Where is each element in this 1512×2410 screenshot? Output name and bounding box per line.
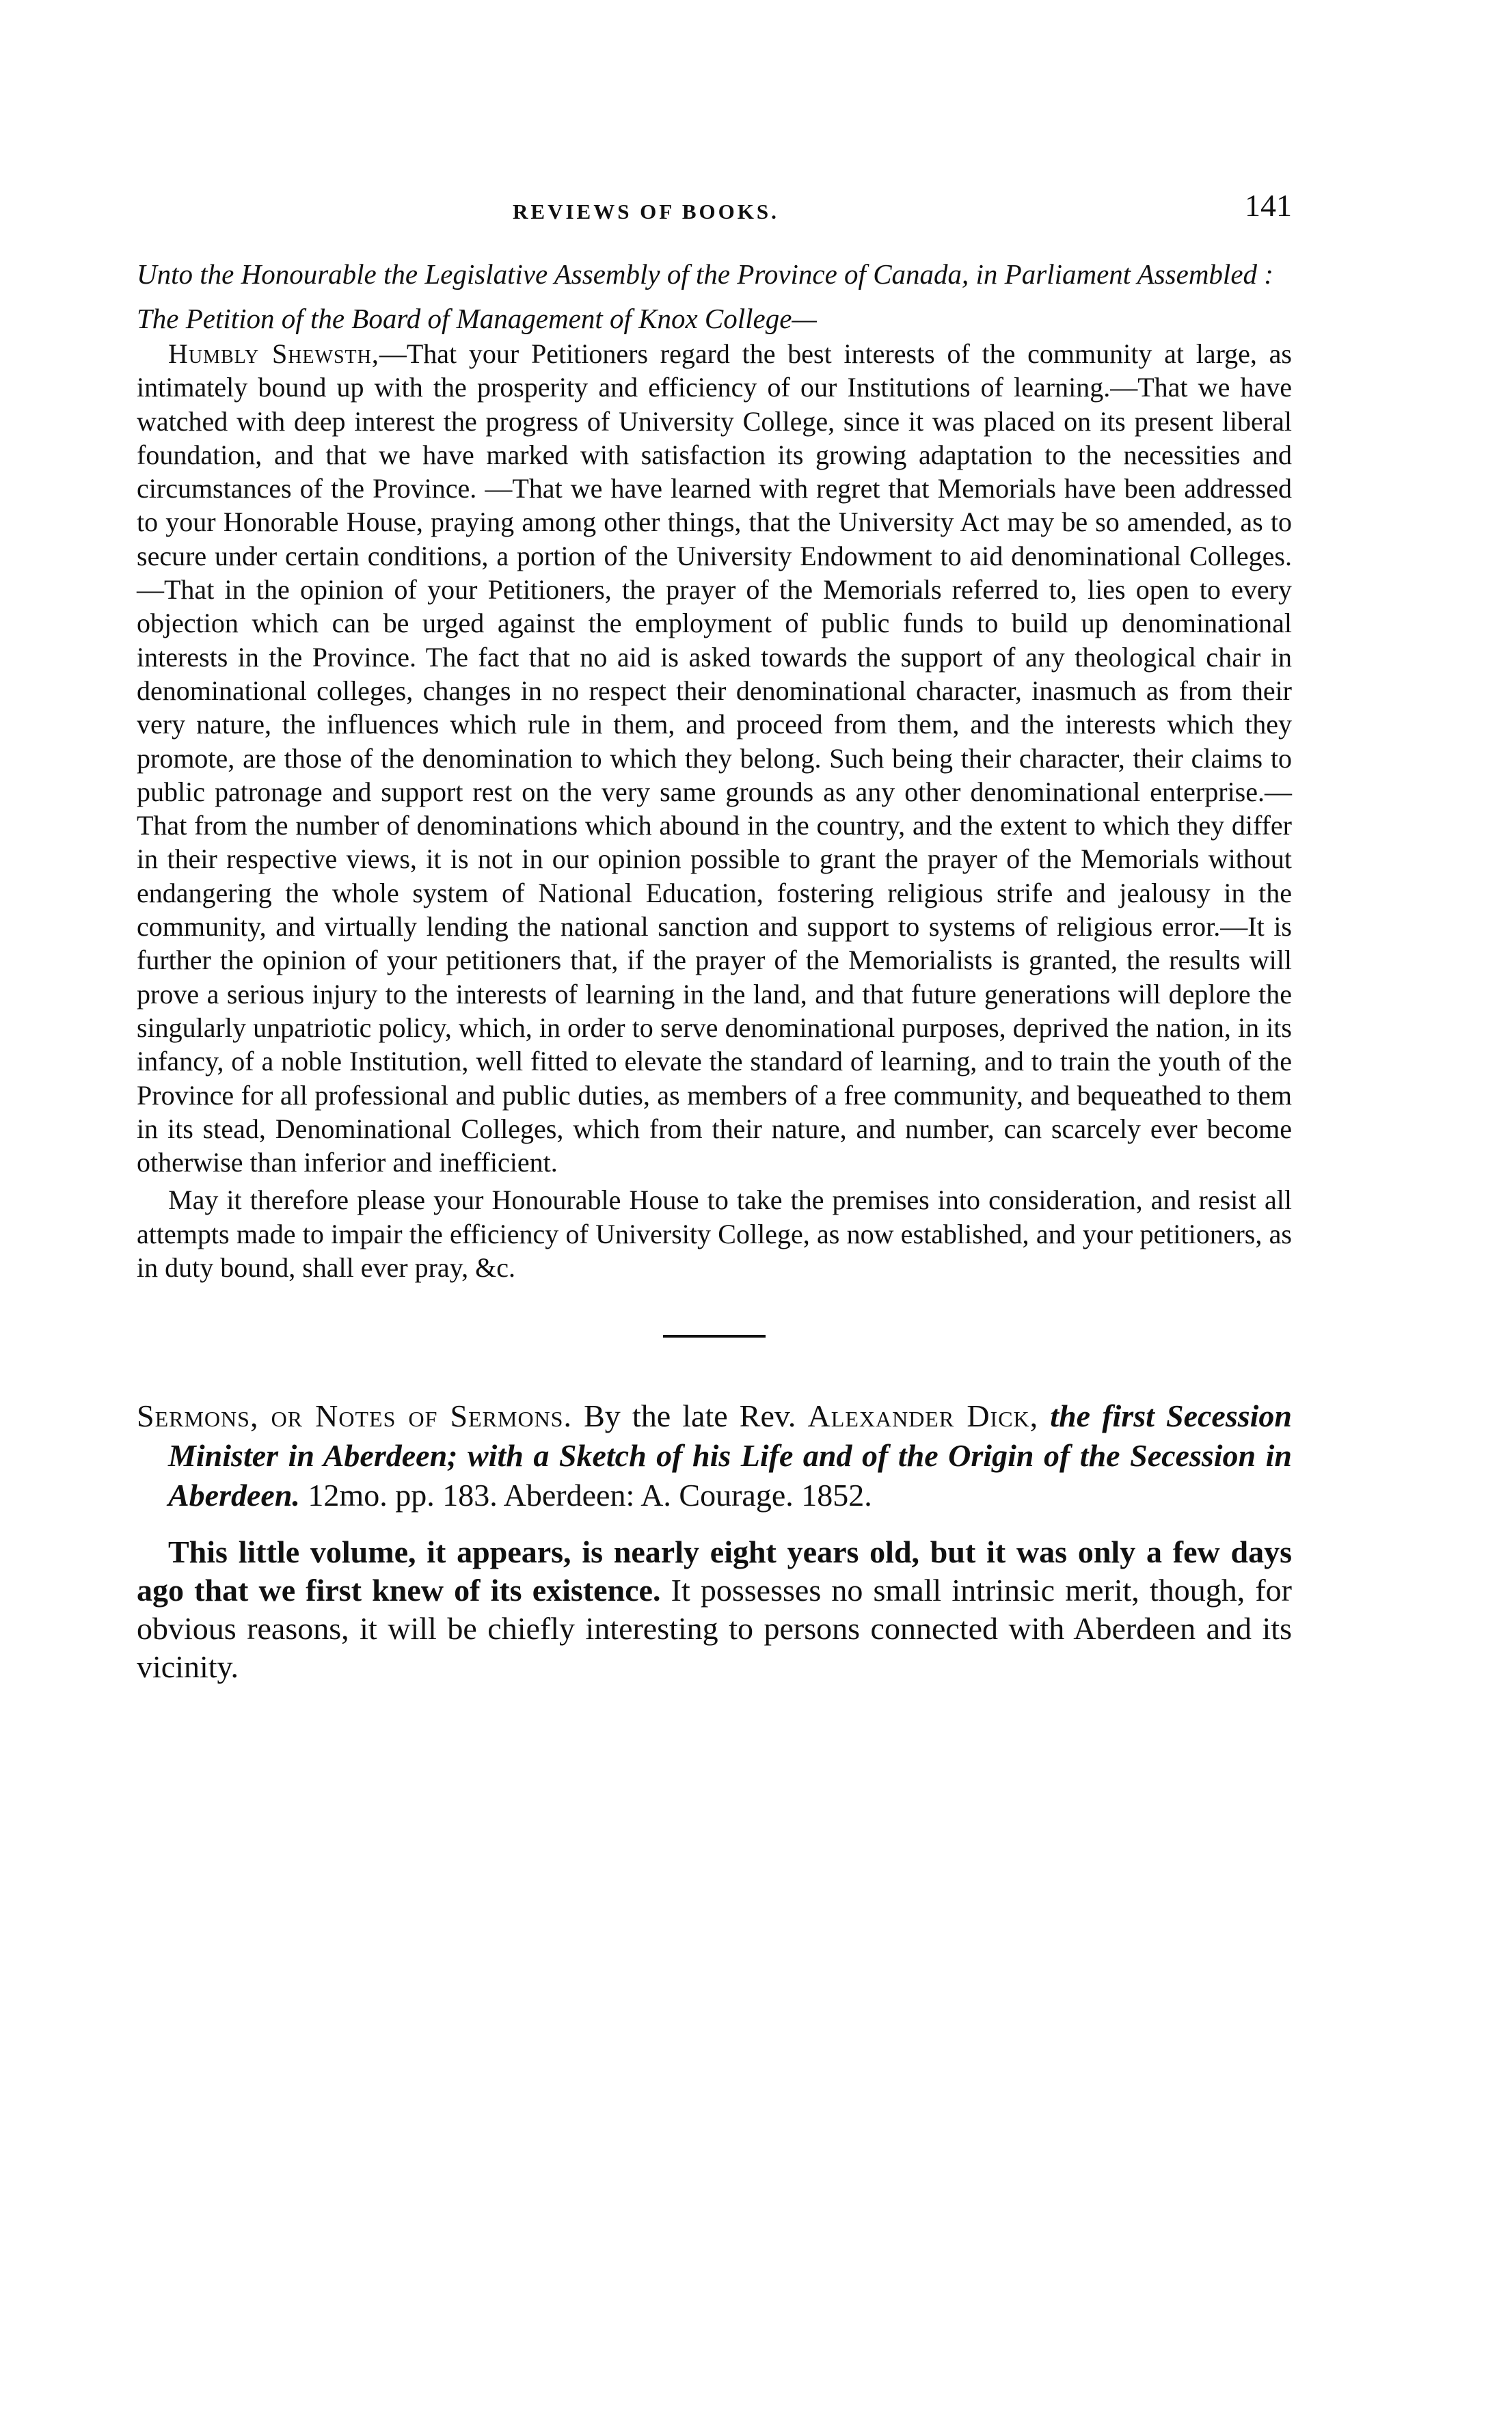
review-body-end: It possesses no small intrinsic merit, though, for obvious reasons, it will be chiefly interesting to persons connected with Aberdeen and its vicinity.: [137, 1573, 1293, 1685]
review-author: Alexander Dick,: [807, 1398, 1039, 1434]
review-subtitle: the first Secession Minister in Aberdeen; with a Sketch of his Life and of the Origin of the Secession in Aberdeen.: [168, 1398, 1293, 1513]
petition-title: The Petition of the Board of Management of Knox College—: [137, 303, 817, 334]
review-body: [137, 1533, 1292, 1686]
review-body-start: This little volume, it appears, is nearly eight years old, but it was only a few days ago that we first knew of its existence.: [137, 1534, 1292, 1608]
review-book-title: Sermons, or Notes of Sermons.: [137, 1398, 572, 1434]
review-by-the-late: By the late Rev.: [584, 1398, 796, 1434]
book-page: [137, 185, 1292, 1718]
page-number: 141: [1245, 188, 1292, 223]
section-divider: [663, 1335, 766, 1338]
petition-opening: Humbly Shewsth,: [168, 338, 379, 369]
petition-address: Unto the Honourable the Legislative Assembly of the Province of Canada, in Parliament Assembled :: [137, 258, 1273, 290]
review-publication: 12mo. pp. 183. Aberdeen: A. Courage. 1852.: [308, 1478, 872, 1513]
running-title: REVIEWS OF BOOKS.: [513, 200, 779, 224]
review-heading: [137, 1396, 1292, 1515]
petition-paragraph-1: [137, 337, 1292, 1179]
petition-paragraph-2: May it therefore please your Honourable House to take the premises into consideration, and resist all attempts made to impair the efficiency of University College, as now established, and your petitioners, as in duty bound, shall ever pray, &c.: [137, 1184, 1292, 1284]
running-head: [137, 185, 1292, 232]
petition-paragraph-1-text: —That your Petitioners regard the best interests of the community at large, as intimately bound up with the prosperity and efficiency of our Institutions of learning.—That we have watched with deep interest the progress of University College, since it was placed on its present liberal foundation, and that we have marked with satisfaction its growing adaptation to the necessities and circumstances of the Province. —That we have learned with regret that Memorials have been addressed to your Honorable House, praying among other things, that the University Act may be so amended, as to secure under certain conditions, a portion of the University Endowment to aid denominational Colleges.—That in the opinion of your Petitioners, the prayer of the Memorials referred to, lies open to every objection which can be urged against the employment of public funds to build up denominational interests in the Province. The fact that no aid is asked towards the support of any theological chair in denominational colleges, changes in no respect their denominational character, inasmuch as from their very nature, the influences which rule in them, and proceed from them, and the interests which they promote, are those of the denomination to which they belong. Such being their character, their claims to public patronage and support rest on the very same grounds as any other denominational enterprise.—That from the number of denominations which abound in the country, and the extent to which they differ in their respective views, it is not in our opinion possible to grant the prayer of the Memorials without endangering the whole system of National Education, fostering religious strife and jealousy in the community, and virtually lending the national sanction and support to systems of religious error.—It is further the opinion of your petitioners that, if the prayer of the Memorialists is granted, the results will prove a serious injury to the interests of learning in the land, and that future generations will deplore the singularly unpatriotic policy, which, in order to serve denominational purposes, deprived the nation, in its infancy, of a noble Institution, well fitted to elevate the standard of learning, and to train the youth of the Province for all professional and public duties, as members of a free community, and bequeathed to them in its stead, Denominational Colleges, which from their nature, and number, can scarcely ever become otherwise than inferior and inefficient.: [137, 338, 1292, 1178]
